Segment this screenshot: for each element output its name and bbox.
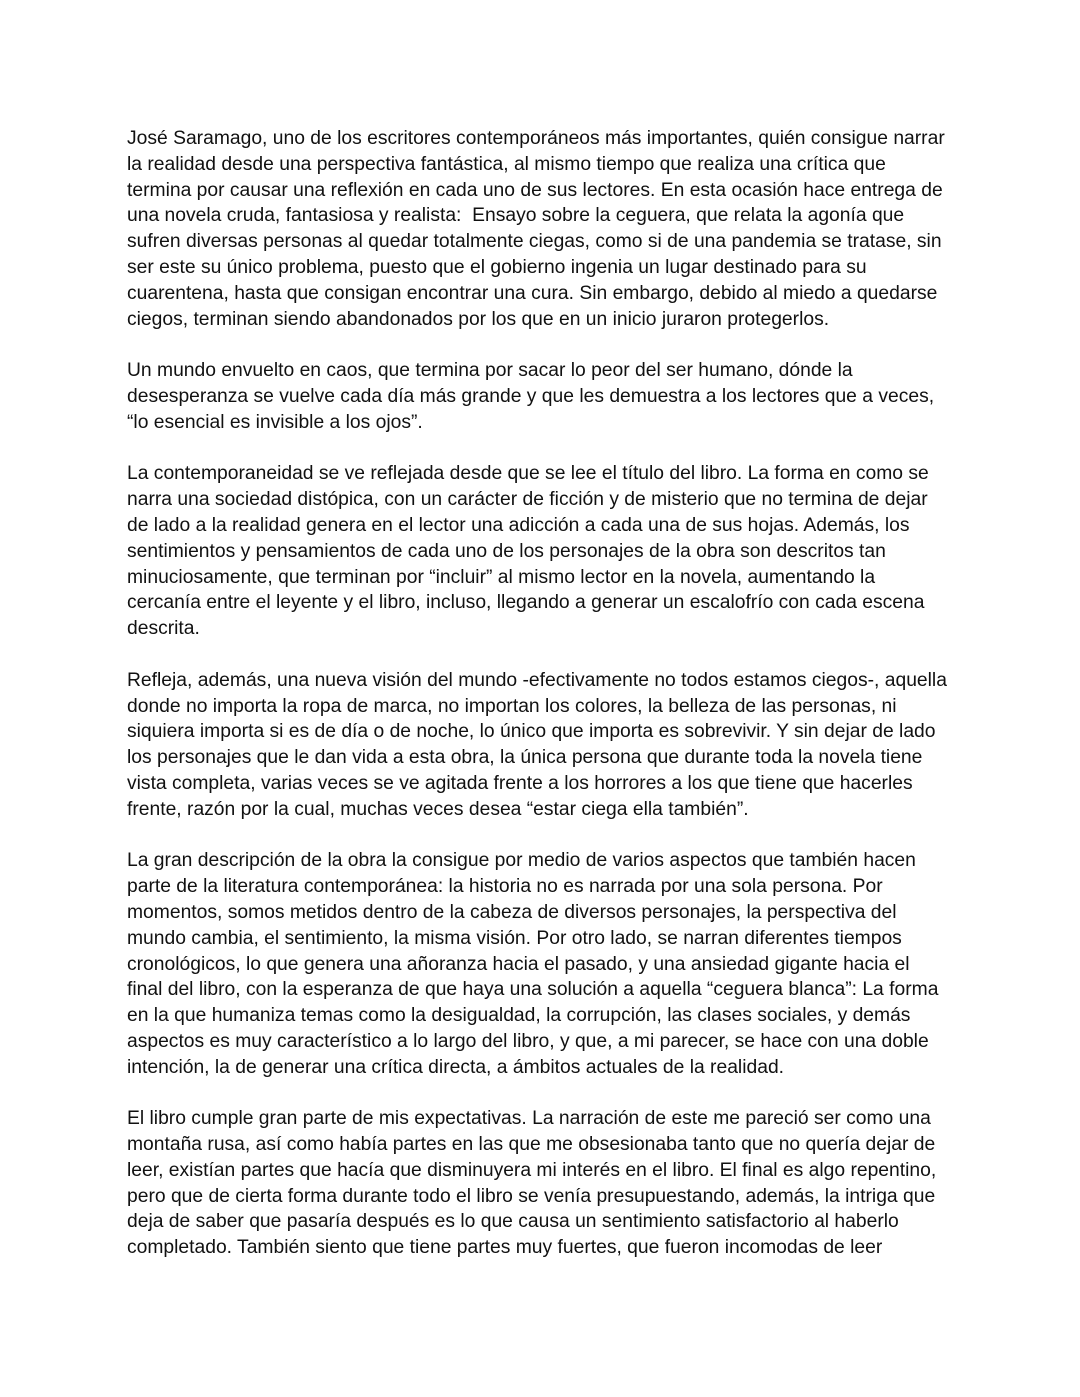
text-line: la realidad desde una perspectiva fantástica, al mismo tiempo que realiza una crítica que	[127, 153, 886, 175]
paragraph-2	[127, 358, 967, 435]
text-line: La gran descripción de la obra la consigue por medio de varios aspectos que también hacen	[127, 850, 916, 872]
text-line: momentos, somos metidos dentro de la cabeza de diversos personajes, la perspectiva del	[127, 901, 897, 923]
text-line: ser este su único problema, puesto que el gobierno ingenia un lugar destinado para su	[127, 256, 867, 278]
text-line: José Saramago, uno de los escritores contemporáneos más importantes, quién consigue narrar	[127, 128, 945, 149]
text-line: sufren diversas personas al quedar totalmente ciegas, como si de una pandemia se tratase, sin	[127, 231, 942, 253]
paragraph-1	[127, 126, 967, 332]
text-line: desesperanza se vuelve cada día más grande y que les demuestra a los lectores que a veces,	[127, 385, 935, 407]
text-line: vista completa, varias veces se ve agitada frente a los horrores a los que tiene que hacerles	[127, 772, 913, 794]
text-line: sentimientos y pensamientos de cada uno de los personajes de la obra son descritos tan	[127, 540, 886, 562]
text-line: cuarentena, hasta que consigan encontrar una cura. Sin embargo, debido al miedo a quedarse	[127, 282, 938, 304]
text-line: parte de la literatura contemporánea: la historia no es narrada por una sola persona. Por	[127, 876, 883, 898]
document-page	[127, 126, 967, 1287]
text-line: La contemporaneidad se ve reflejada desde que se lee el título del libro. La forma en como se	[127, 463, 929, 485]
paragraph-4	[127, 668, 967, 823]
text-line: descrita.	[127, 618, 200, 640]
text-line: siquiera importa si es de día o de noche, lo único que importa es sobrevivir. Y sin dejar de lado	[127, 721, 936, 743]
text-line: los personajes que le dan vida a esta obra, la única persona que durante toda la novela tiene	[127, 747, 923, 769]
text-line: donde no importa la ropa de marca, no importan los colores, la belleza de las personas, ni	[127, 695, 897, 717]
paragraph-6	[127, 1106, 967, 1261]
paragraph-5	[127, 848, 967, 1080]
text-line: cercanía entre el leyente y el libro, incluso, llegando a generar un escalofrío con cada escena	[127, 592, 925, 614]
text-line: final del libro, con la esperanza de que haya una solución a aquella “ceguera blanca”: La forma	[127, 979, 939, 1001]
text-line: completado. También siento que tiene partes muy fuertes, que fueron incomodas de leer	[127, 1237, 883, 1259]
text-line: Refleja, además, una nueva visión del mundo -efectivamente no todos estamos ciegos-, aquella	[127, 669, 947, 691]
text-line: leer, existían partes que hacía que disminuyera mi interés en el libro. El final es algo repentino,	[127, 1159, 937, 1181]
text-line: una novela cruda, fantasiosa y realista: Ensayo sobre la ceguera, que relata la agonía que	[127, 205, 905, 227]
text-line: aspectos es muy característico a lo largo del libro, y que, a mi parecer, se hace con una doble	[127, 1030, 929, 1052]
text-line: mundo cambia, el sentimiento, la misma visión. Por otro lado, se narran diferentes tiempos	[127, 927, 902, 949]
paragraph-3	[127, 461, 967, 642]
text-line: narra una sociedad distópica, con un carácter de ficción y de misterio que no termina de dejar	[127, 489, 928, 511]
text-line: de lado a la realidad genera en el lector una adicción a cada una de sus hojas. Además, los	[127, 514, 910, 536]
text-line: en la que humaniza temas como la desigualdad, la corrupción, las clases sociales, y demás	[127, 1005, 911, 1027]
text-line: frente, razón por la cual, muchas veces desea “estar ciega ella también”.	[127, 798, 749, 820]
text-line: ciegos, terminan siendo abandonados por los que en un inicio juraron protegerlos.	[127, 308, 830, 330]
text-line: El libro cumple gran parte de mis expectativas. La narración de este me pareció ser como una	[127, 1108, 931, 1130]
text-line: montaña rusa, así como había partes en las que me obsesionaba tanto que no quería dejar de	[127, 1134, 936, 1156]
text-line: “lo esencial es invisible a los ojos”.	[127, 411, 423, 433]
text-line: Un mundo envuelto en caos, que termina por sacar lo peor del ser humano, dónde la	[127, 360, 853, 382]
text-line: termina por causar una reflexión en cada uno de sus lectores. En esta ocasión hace entrega de	[127, 179, 943, 201]
text-line: deja de saber que pasaría después es lo que causa un sentimiento satisfactorio al haberlo	[127, 1211, 899, 1233]
text-line: pero que de cierta forma durante todo el libro se venía presupuestando, además, la intriga que	[127, 1185, 936, 1207]
text-line: intención, la de generar una crítica directa, a ámbitos actuales de la realidad.	[127, 1056, 785, 1078]
text-line: cronológicos, lo que genera una añoranza hacia el pasado, y una ansiedad gigante hacia el	[127, 953, 910, 975]
text-line: minuciosamente, que terminan por “incluir” al mismo lector en la novela, aumentando la	[127, 566, 876, 588]
